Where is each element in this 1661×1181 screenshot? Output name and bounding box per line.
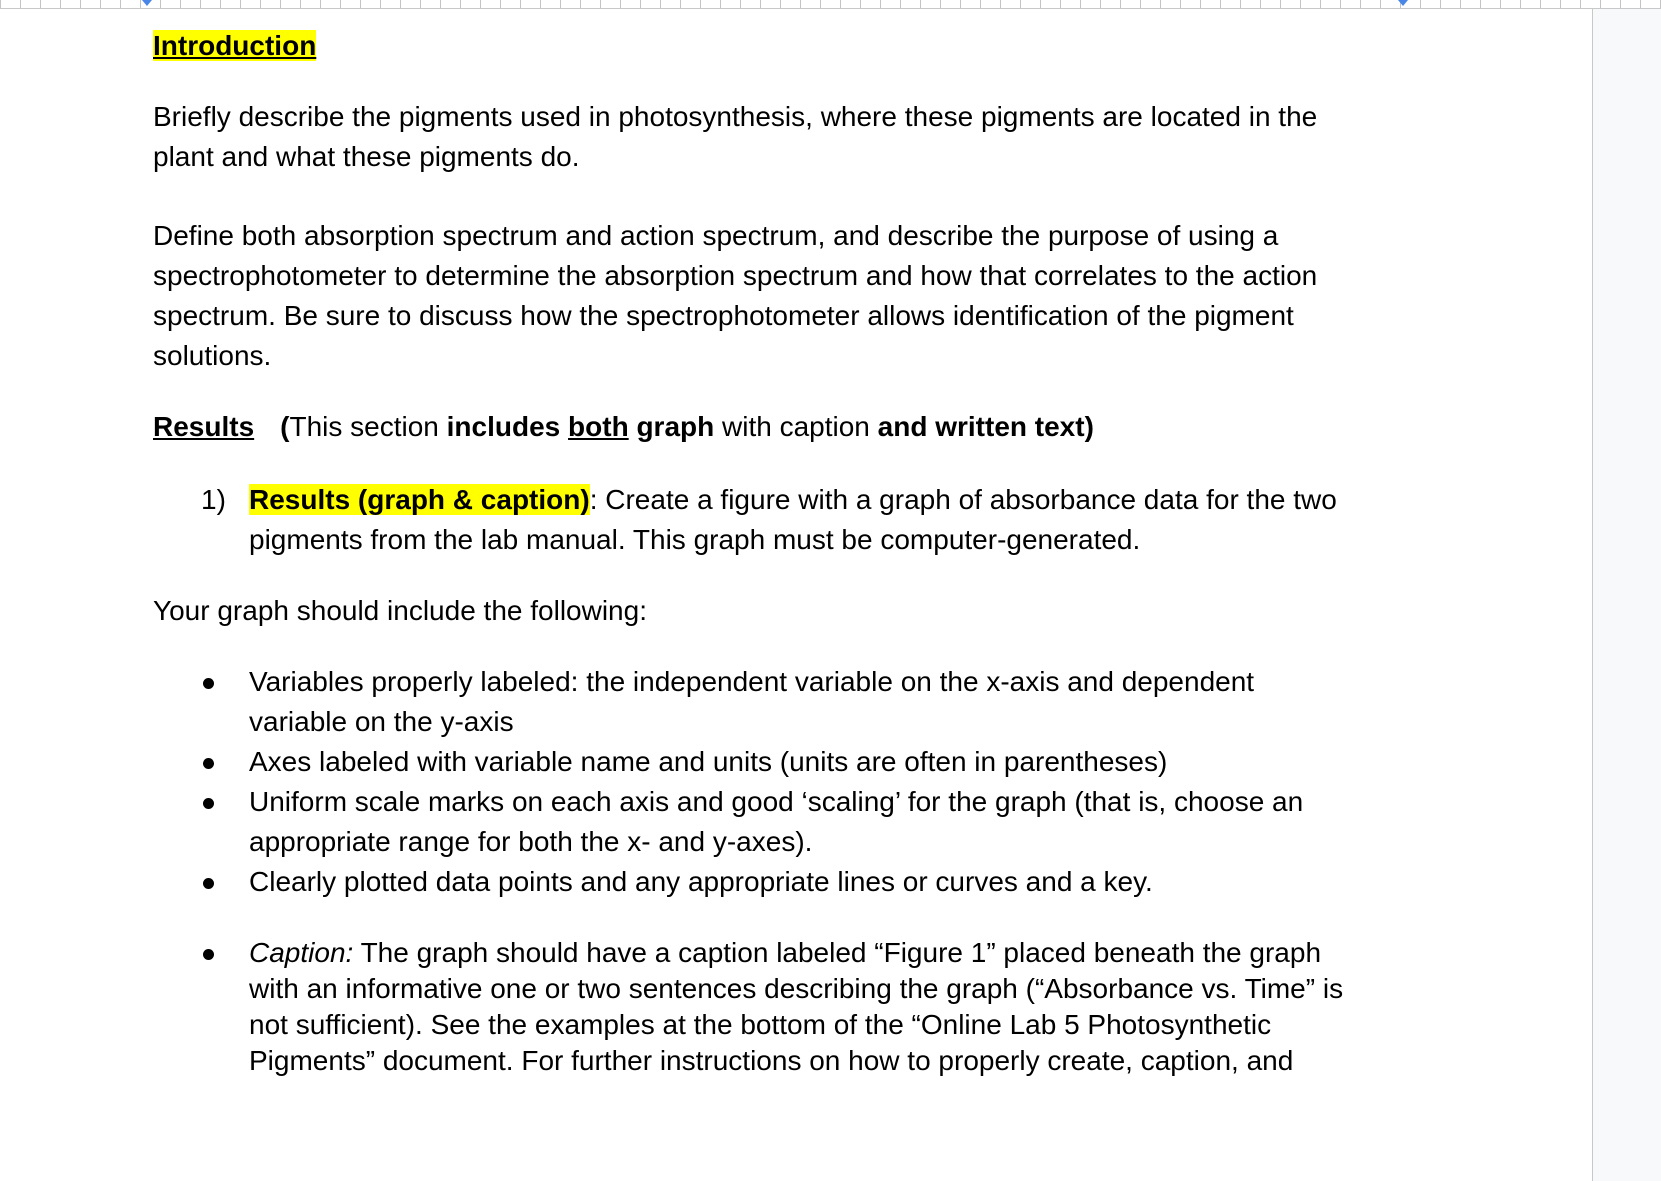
list-number: 1) xyxy=(201,484,226,515)
intro-paragraph-1-line-1: Briefly describe the pigments used in photosynthesis, where these pigments are located in the xyxy=(153,101,1318,132)
graph-requirements-intro: Your graph should include the following: xyxy=(153,595,647,626)
caption-line-4: Pigments” document. For further instructions on how to properly create, caption, and xyxy=(249,1045,1294,1076)
results-note-and-written: and written text) xyxy=(877,411,1094,442)
intro-paragraph-2-line-2: spectrophotometer to determine the absorption spectrum and how that correlates to the action xyxy=(153,260,1318,291)
results-note-open: ( xyxy=(280,411,290,442)
introduction-heading xyxy=(153,26,316,66)
results-note-includes: includes xyxy=(446,411,569,442)
item1-label: Results (graph & caption) xyxy=(249,484,590,515)
bullet-icon xyxy=(203,798,214,809)
intro-paragraph-2-line-3: spectrum. Be sure to discuss how the spectrophotometer allows identification of the pigment xyxy=(153,300,1294,331)
bullet-item-2-line-1: Axes labeled with variable name and units (units are often in parentheses) xyxy=(249,746,1168,777)
left-indent-marker[interactable] xyxy=(142,0,152,6)
page-right-margin xyxy=(1592,9,1661,1181)
caption-line-2: with an informative one or two sentences describing the graph (“Absorbance vs. Time” is xyxy=(249,973,1344,1004)
caption-line-1 xyxy=(249,935,1321,971)
results-note-graph: graph xyxy=(628,411,715,442)
intro-paragraph-2-line-4: solutions. xyxy=(153,340,272,371)
results-note-both: both xyxy=(568,411,629,442)
bullet-item-1-line-2: variable on the y-axis xyxy=(249,706,514,737)
caption-line1-rest: The graph should have a caption labeled “Figure 1” placed beneath the graph xyxy=(353,937,1322,968)
bullet-icon xyxy=(203,758,214,769)
bullet-item-3-line-2: appropriate range for both the x- and y-axes). xyxy=(249,826,813,857)
numbered-item-1-line-1 xyxy=(249,480,1337,520)
intro-paragraph-2-line-1: Define both absorption spectrum and action spectrum, and describe the purpose of using a xyxy=(153,220,1279,251)
bullet-icon xyxy=(203,678,214,689)
bullet-icon xyxy=(203,878,214,889)
item1-line1-rest: : Create a figure with a graph of absorbance data for the two xyxy=(589,484,1337,515)
caption-line-3: not sufficient). See the examples at the bottom of the “Online Lab 5 Photosynthetic xyxy=(249,1009,1272,1040)
results-note-this-section: This section xyxy=(289,411,447,442)
caption-label: Caption: xyxy=(249,937,354,968)
numbered-item-1-line-2: pigments from the lab manual. This graph must be computer-generated. xyxy=(249,524,1141,555)
horizontal-ruler[interactable] xyxy=(0,0,1661,9)
intro-paragraph-1-line-2: plant and what these pigments do. xyxy=(153,141,580,172)
introduction-heading-text: Introduction xyxy=(153,30,317,61)
right-indent-marker[interactable] xyxy=(1398,0,1408,6)
bullet-item-3-line-1: Uniform scale marks on each axis and good ‘scaling’ for the graph (that is, choose an xyxy=(249,786,1304,817)
bullet-item-1-line-1: Variables properly labeled: the independent variable on the x-axis and dependent xyxy=(249,666,1255,697)
results-heading-line xyxy=(153,407,1094,447)
bullet-icon xyxy=(203,949,214,960)
bullet-item-4-line-1: Clearly plotted data points and any appropriate lines or curves and a key. xyxy=(249,866,1153,897)
results-heading: Results xyxy=(153,411,255,442)
results-note-with-caption: with caption xyxy=(714,411,878,442)
